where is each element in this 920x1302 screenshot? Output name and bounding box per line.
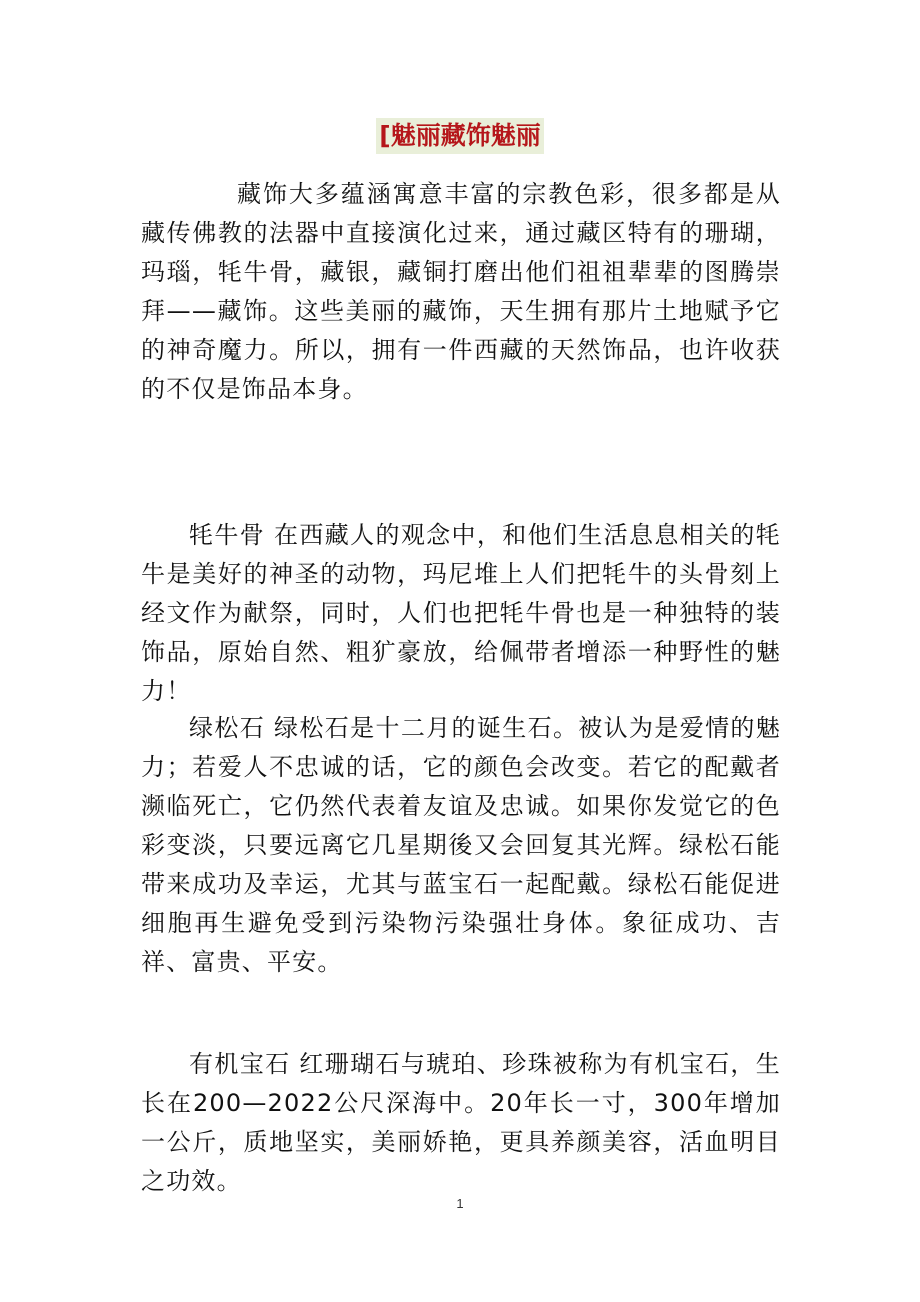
document-title: [魅丽藏饰魅丽 — [376, 118, 543, 154]
paragraph-yak-bone: 牦牛骨 在西藏人的观念中，和他们生活息息相关的牦牛是美好的神圣的动物，玛尼堆上人们把牦牛的头骨刻上经文作为献祭，同时，人们也把牦牛骨也是一种独特的装饰品，原始自然、粗犷豪放，给佩带者增添一种野性的魅力！ — [141, 521, 781, 705]
paragraph-organic-gems: 有机宝石 红珊瑚石与琥珀、珍珠被称为有机宝石，生长在200—2022公尺深海中。20年长一寸，300年增加一公斤，质地坚实，美丽娇艳，更具养颜美容，活血明目之功效。 — [141, 1050, 781, 1195]
page-number: 1 — [456, 1196, 464, 1211]
paragraph-intro: 藏饰大多蕴涵寓意丰富的宗教色彩，很多都是从藏传佛教的法器中直接演化过来，通过藏区特有的珊瑚，玛瑙，牦牛骨，藏银，藏铜打磨出他们祖祖辈辈的图腾崇拜——藏饰。这些美丽的藏饰，天生拥有那片土地赋予它的神奇魔力。所以，拥有一件西藏的天然饰品，也许收获的不仅是饰品本身。 — [141, 180, 781, 403]
document-title-wrapper — [0, 118, 920, 154]
paragraph-turquoise: 绿松石 绿松石是十二月的诞生石。被认为是爱情的魅力；若爱人不忠诚的话，它的颜色会改变。若它的配戴者濒临死亡，它仍然代表着友谊及忠诚。如果你发觉它的色彩变淡，只要远离它几星期後又会回复其光辉。绿松石能带来成功及幸运，尤其与蓝宝石一起配戴。绿松石能促进细胞再生避免受到污染物污染强壮身体。象征成功、吉祥、富贵、平安。 — [141, 714, 781, 976]
